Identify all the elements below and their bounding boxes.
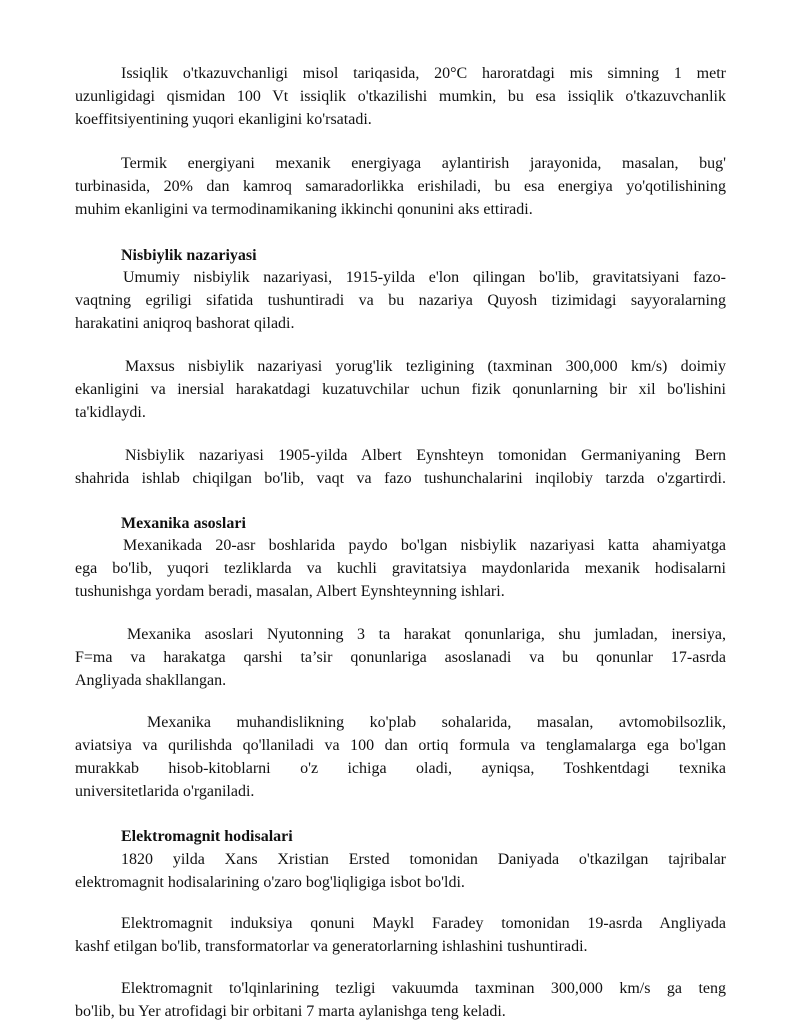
paragraph-em-waves	[75, 977, 726, 1023]
text-line: tushunishga yordam beradi, masalan, Albert Eynshteynning ishlari.	[75, 583, 505, 600]
text-line: bo'lib, bu Yer atrofidagi bir orbitani 7 marta aylanishga teng keladi.	[75, 1003, 506, 1020]
text-line: Issiqlik o'tkazuvchanligi misol tariqasida, 20°C haroratdagi mis simning 1 metr	[121, 65, 726, 82]
text-line: 1820 yilda Xans Xristian Ersted tomonidan Daniyada o'tkazilgan tajribalar	[121, 851, 726, 868]
paragraph-faraday	[75, 912, 726, 958]
text-line: koeffitsiyentining yuqori ekanligini ko'rsatadi.	[75, 111, 372, 128]
text-line: Mexanika muhandislikning ko'plab sohalarida, masalan, avtomobilsozlik,	[147, 714, 726, 731]
paragraph-mechanics-engineering	[75, 711, 726, 803]
paragraph-relativity-history	[75, 444, 726, 490]
text-line: Angliyada shakllangan.	[75, 672, 227, 689]
text-line: Umumiy nisbiylik nazariyasi, 1915-yilda e'lon qilingan bo'lib, gravitatsiyani fazo-	[123, 269, 726, 286]
paragraph-special-relativity	[75, 355, 726, 424]
text-line: Mexanikada 20-asr boshlarida paydo bo'lgan nisbiylik nazariyasi katta ahamiyatga	[123, 537, 726, 554]
text-line: uzunligidagi qismidan 100 Vt issiqlik o'tkazilishi mumkin, bu esa issiqlik o'tkazuvchanlik	[75, 88, 726, 105]
paragraph-newton-laws	[75, 623, 726, 692]
paragraph-thermal-energy	[75, 152, 726, 221]
text-line: elektromagnit hodisalarining o'zaro bog'liqligiga isbot bo'ldi.	[75, 874, 465, 891]
text-line: harakatini aniqroq bashorat qiladi.	[75, 315, 295, 332]
text-line: turbinasida, 20% dan kamroq samaradorlikka erishiladi, bu esa energiya yo'qotilishining	[75, 178, 726, 195]
text-line: Maxsus nisbiylik nazariyasi yorug'lik tezligining (taxminan 300,000 km/s) doimiy	[125, 358, 726, 375]
text-line: Elektromagnit induksiya qonuni Maykl Faradey tomonidan 19-asrda Angliyada	[121, 915, 726, 932]
text-line: F=ma va harakatga qarshi ta’sir qonunlariga asoslanadi va bu qonunlar 17-asrda	[75, 649, 726, 666]
paragraph-heat-conductivity	[75, 62, 726, 131]
section-heading-electromagnetism: Elektromagnit hodisalari	[121, 828, 293, 845]
text-line: murakkab hisob-kitoblarni o'z ichiga oladi, ayniqsa, Toshkentdagi texnika	[75, 760, 726, 777]
text-line: vaqtning egriligi sifatida tushuntiradi va bu nazariya Quyosh tizimidagi sayyoralarning	[75, 292, 726, 309]
paragraph-general-relativity	[75, 266, 726, 335]
section-heading-mechanics: Mexanika asoslari	[121, 515, 246, 532]
text-line: Elektromagnit to'lqinlarining tezligi vakuumda taxminan 300,000 km/s ga teng	[121, 980, 726, 997]
text-line: aviatsiya va qurilishda qo'llaniladi va 100 dan ortiq formula va tenglamalarga ega bo'lgan	[75, 737, 726, 754]
text-line: Nisbiylik nazariyasi 1905-yilda Albert Eynshteyn tomonidan Germaniyaning Bern	[125, 447, 726, 464]
text-line: Termik energiyani mexanik energiyaga aylantirish jarayonida, masalan, bug'	[121, 155, 726, 172]
text-line: Mexanika asoslari Nyutonning 3 ta harakat qonunlariga, shu jumladan, inersiya,	[127, 626, 726, 643]
text-line: ega bo'lib, yuqori tezliklarda va kuchli gravitatsiya maydonlarida mexanik hodisalarni	[75, 560, 726, 577]
text-line: ta'kidlaydi.	[75, 404, 146, 421]
section-heading-relativity: Nisbiylik nazariyasi	[121, 247, 257, 264]
text-line: shahrida ishlab chiqilgan bo'lib, vaqt va fazo tushunchalarini inqilobiy tarzda o'zgartirdi.	[75, 470, 726, 487]
text-line: universitetlarida o'rganiladi.	[75, 783, 255, 800]
text-line: muhim ekanligini va termodinamikaning ikkinchi qonunini aks ettiradi.	[75, 201, 533, 218]
paragraph-mechanics-relativity	[75, 534, 726, 603]
paragraph-oersted	[75, 848, 726, 894]
text-line: ekanligini va inersial harakatdagi kuzatuvchilar uchun fizik qonunlarning bir xil bo'lishini	[75, 381, 726, 398]
text-line: kashf etilgan bo'lib, transformatorlar va generatorlarning ishlashini tushuntiradi.	[75, 938, 588, 955]
